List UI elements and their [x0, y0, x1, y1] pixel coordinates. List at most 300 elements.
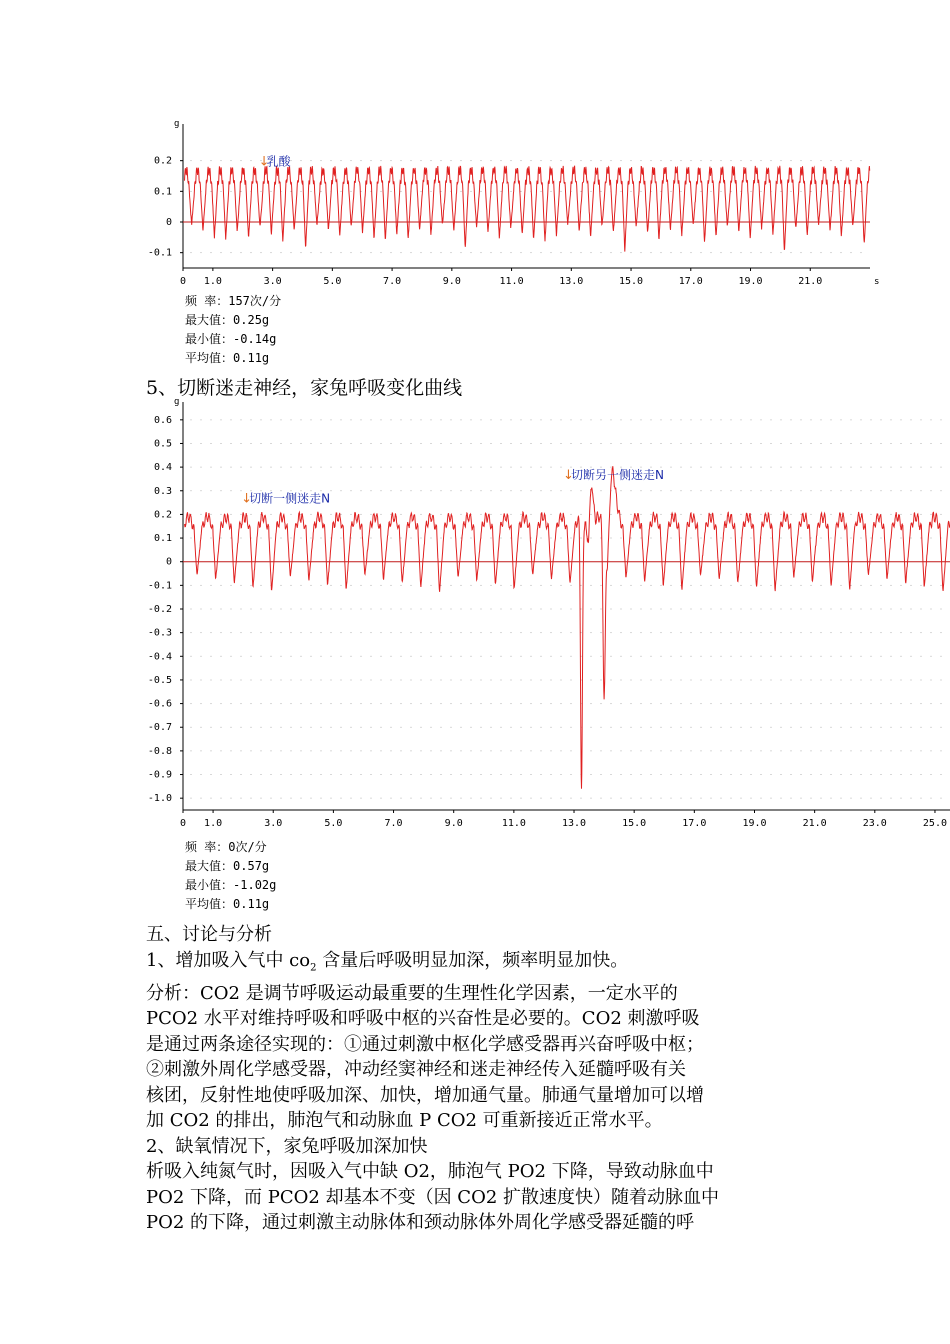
y-tick-label: -0.9 — [147, 769, 172, 781]
grid-dot — [611, 727, 612, 728]
grid-dot — [871, 703, 872, 704]
grid-dot — [601, 490, 602, 491]
y-tick-label: 0.5 — [153, 438, 172, 450]
grid-dot — [751, 750, 752, 751]
grid-dot — [481, 443, 482, 444]
grid-dot — [361, 467, 362, 468]
grid-dot — [481, 679, 482, 680]
grid-dot — [221, 467, 222, 468]
grid-dot — [291, 514, 292, 515]
grid-dot — [531, 750, 532, 751]
grid-dot — [731, 774, 732, 775]
grid-dot — [881, 798, 882, 799]
grid-dot — [761, 443, 762, 444]
grid-dot — [431, 443, 432, 444]
grid-dot — [321, 443, 322, 444]
grid-dot — [881, 727, 882, 728]
grid-dot — [691, 490, 692, 491]
grid-dot — [531, 679, 532, 680]
grid-dot — [461, 490, 462, 491]
grid-dot — [331, 632, 332, 633]
grid-dot — [561, 750, 562, 751]
grid-dot — [431, 609, 432, 610]
grid-dot — [431, 160, 432, 161]
grid-dot — [871, 609, 872, 610]
grid-dot — [521, 419, 522, 420]
grid-dot — [551, 609, 552, 610]
y-tick-label: -0.7 — [147, 722, 172, 734]
grid-dot — [481, 467, 482, 468]
grid-dot — [881, 750, 882, 751]
grid-dot — [411, 727, 412, 728]
grid-dot — [891, 632, 892, 633]
grid-dot — [891, 585, 892, 586]
analysis-line: PCO2 水平对维持呼吸和呼吸中枢的兴奋性是必要的。CO2 刺激呼吸 — [146, 1008, 700, 1030]
grid-dot — [821, 727, 822, 728]
grid-dot — [851, 538, 852, 539]
grid-dot — [201, 252, 202, 253]
grid-dot — [811, 467, 812, 468]
grid-dot — [931, 490, 932, 491]
grid-dot — [241, 750, 242, 751]
grid-dot — [831, 609, 832, 610]
grid-dot — [481, 252, 482, 253]
grid-dot — [251, 585, 252, 586]
grid-dot — [271, 727, 272, 728]
grid-dot — [291, 609, 292, 610]
grid-dot — [471, 538, 472, 539]
grid-dot — [201, 467, 202, 468]
grid-dot — [881, 419, 882, 420]
grid-dot — [791, 160, 792, 161]
grid-dot — [541, 632, 542, 633]
grid-dot — [211, 585, 212, 586]
grid-dot — [731, 490, 732, 491]
x-tick-label: 7.0 — [383, 276, 402, 287]
y-tick-label: -0.1 — [147, 580, 172, 592]
grid-dot — [531, 798, 532, 799]
grid-dot — [451, 679, 452, 680]
grid-dot — [821, 798, 822, 799]
grid-dot — [521, 727, 522, 728]
grid-dot — [801, 443, 802, 444]
item2-line: PO2 下降，而 PCO2 却基本不变（因 CO2 扩散速度快）随着动脉血中 — [146, 1186, 720, 1208]
grid-dot — [671, 419, 672, 420]
grid-dot — [881, 703, 882, 704]
grid-dot — [361, 703, 362, 704]
y-tick-label: -1.0 — [147, 793, 172, 805]
grid-dot — [511, 609, 512, 610]
grid-dot — [291, 443, 292, 444]
grid-dot — [491, 252, 492, 253]
grid-dot — [251, 467, 252, 468]
grid-dot — [851, 609, 852, 610]
grid-dot — [601, 609, 602, 610]
chart2-min: 最小值：-1.02g — [185, 878, 277, 892]
grid-dot — [751, 160, 752, 161]
grid-dot — [781, 252, 782, 253]
grid-dot — [741, 656, 742, 657]
grid-dot — [901, 538, 902, 539]
grid-dot — [901, 443, 902, 444]
grid-dot — [461, 798, 462, 799]
grid-dot — [451, 443, 452, 444]
grid-dot — [681, 798, 682, 799]
grid-dot — [491, 656, 492, 657]
grid-dot — [321, 774, 322, 775]
grid-dot — [231, 727, 232, 728]
grid-dot — [681, 679, 682, 680]
grid-dot — [411, 419, 412, 420]
grid-dot — [661, 703, 662, 704]
x-tick-label: 13.0 — [561, 818, 587, 829]
grid-dot — [341, 798, 342, 799]
grid-dot — [381, 252, 382, 253]
grid-dot — [891, 703, 892, 704]
grid-dot — [321, 191, 322, 192]
grid-dot — [531, 609, 532, 610]
y-tick-label: 0 — [165, 556, 172, 568]
grid-dot — [591, 443, 592, 444]
grid-dot — [201, 727, 202, 728]
grid-dot — [661, 609, 662, 610]
grid-dot — [461, 750, 462, 751]
grid-dot — [561, 160, 562, 161]
grid-dot — [761, 160, 762, 161]
y-unit-label: g — [174, 397, 180, 407]
grid-dot — [491, 585, 492, 586]
grid-dot — [391, 632, 392, 633]
grid-dot — [211, 679, 212, 680]
grid-dot — [411, 585, 412, 586]
grid-dot — [421, 750, 422, 751]
grid-dot — [721, 443, 722, 444]
grid-dot — [741, 774, 742, 775]
grid-dot — [861, 774, 862, 775]
x-tick-label: 21.0 — [802, 818, 827, 829]
grid-dot — [601, 252, 602, 253]
grid-dot — [351, 419, 352, 420]
grid-dot — [571, 679, 572, 680]
grid-dot — [291, 774, 292, 775]
grid-dot — [341, 538, 342, 539]
grid-dot — [451, 609, 452, 610]
grid-dot — [531, 419, 532, 420]
grid-dot — [491, 419, 492, 420]
grid-dot — [821, 750, 822, 751]
grid-dot — [381, 679, 382, 680]
grid-dot — [421, 703, 422, 704]
grid-dot — [841, 490, 842, 491]
grid-dot — [501, 798, 502, 799]
grid-dot — [941, 727, 942, 728]
x-tick-label: 13.0 — [559, 276, 584, 287]
grid-dot — [231, 252, 232, 253]
y-tick-label: -0.2 — [147, 604, 172, 615]
grid-dot — [301, 538, 302, 539]
grid-dot — [421, 490, 422, 491]
grid-dot — [711, 609, 712, 610]
grid-dot — [661, 632, 662, 633]
grid-dot — [481, 703, 482, 704]
grid-dot — [891, 679, 892, 680]
grid-dot — [751, 538, 752, 539]
grid-dot — [621, 703, 622, 704]
grid-dot — [621, 609, 622, 610]
grid-dot — [921, 585, 922, 586]
grid-dot — [311, 798, 312, 799]
grid-dot — [461, 632, 462, 633]
grid-dot — [881, 632, 882, 633]
grid-dot — [931, 632, 932, 633]
grid-dot — [701, 609, 702, 610]
x-tick-label: 21.0 — [798, 276, 823, 287]
grid-dot — [321, 252, 322, 253]
grid-dot — [311, 774, 312, 775]
grid-dot — [361, 419, 362, 420]
grid-dot — [821, 774, 822, 775]
grid-dot — [501, 490, 502, 491]
grid-dot — [681, 467, 682, 468]
grid-dot — [501, 443, 502, 444]
grid-dot — [541, 774, 542, 775]
grid-dot — [501, 703, 502, 704]
grid-dot — [911, 774, 912, 775]
grid-dot — [381, 703, 382, 704]
grid-dot — [891, 514, 892, 515]
grid-dot — [691, 467, 692, 468]
grid-dot — [931, 727, 932, 728]
grid-dot — [731, 727, 732, 728]
grid-dot — [671, 774, 672, 775]
grid-dot — [381, 443, 382, 444]
grid-dot — [931, 774, 932, 775]
grid-dot — [291, 585, 292, 586]
grid-dot — [721, 191, 722, 192]
grid-dot — [751, 798, 752, 799]
grid-dot — [631, 656, 632, 657]
grid-dot — [451, 538, 452, 539]
grid-dot — [651, 490, 652, 491]
grid-dot — [361, 538, 362, 539]
grid-dot — [941, 632, 942, 633]
grid-dot — [581, 419, 582, 420]
grid-dot — [391, 419, 392, 420]
grid-dot — [801, 703, 802, 704]
grid-dot — [761, 703, 762, 704]
x-tick-label: 23.0 — [862, 818, 887, 829]
grid-dot — [611, 609, 612, 610]
grid-dot — [721, 632, 722, 633]
grid-dot — [531, 514, 532, 515]
grid-dot — [721, 679, 722, 680]
grid-dot — [621, 750, 622, 751]
grid-dot — [301, 609, 302, 610]
grid-dot — [391, 160, 392, 161]
grid-dot — [651, 632, 652, 633]
x-tick-label: 5.0 — [323, 276, 342, 287]
grid-dot — [231, 679, 232, 680]
grid-dot — [701, 750, 702, 751]
grid-dot — [481, 798, 482, 799]
grid-dot — [921, 798, 922, 799]
grid-dot — [891, 467, 892, 468]
grid-dot — [581, 538, 582, 539]
grid-dot — [221, 656, 222, 657]
grid-dot — [391, 514, 392, 515]
grid-dot — [481, 750, 482, 751]
grid-dot — [891, 656, 892, 657]
grid-dot — [361, 443, 362, 444]
grid-dot — [831, 252, 832, 253]
grid-dot — [911, 467, 912, 468]
grid-dot — [941, 419, 942, 420]
grid-dot — [561, 656, 562, 657]
grid-dot — [911, 538, 912, 539]
grid-dot — [811, 443, 812, 444]
grid-dot — [491, 727, 492, 728]
grid-dot — [601, 679, 602, 680]
grid-dot — [631, 750, 632, 751]
grid-dot — [521, 443, 522, 444]
grid-dot — [511, 632, 512, 633]
grid-dot — [271, 419, 272, 420]
grid-dot — [651, 727, 652, 728]
grid-dot — [671, 727, 672, 728]
chart1-max: 最大值：0.25g — [185, 313, 270, 327]
grid-dot — [251, 443, 252, 444]
grid-dot — [651, 252, 652, 253]
grid-dot — [801, 750, 802, 751]
grid-dot — [271, 467, 272, 468]
grid-dot — [511, 160, 512, 161]
x-tick-label: 19.0 — [742, 818, 767, 829]
grid-dot — [301, 467, 302, 468]
grid-dot — [611, 656, 612, 657]
grid-dot — [291, 632, 292, 633]
grid-dot — [261, 656, 262, 657]
grid-dot — [891, 798, 892, 799]
grid-dot — [371, 467, 372, 468]
grid-dot — [501, 774, 502, 775]
grid-dot — [241, 443, 242, 444]
grid-dot — [431, 514, 432, 515]
grid-dot — [521, 798, 522, 799]
grid-dot — [411, 467, 412, 468]
grid-dot — [701, 632, 702, 633]
grid-dot — [631, 514, 632, 515]
grid-dot — [371, 514, 372, 515]
grid-dot — [811, 514, 812, 515]
grid-dot — [211, 632, 212, 633]
grid-dot — [571, 538, 572, 539]
grid-dot — [411, 160, 412, 161]
grid-dot — [251, 160, 252, 161]
grid-dot — [361, 656, 362, 657]
grid-dot — [891, 727, 892, 728]
grid-dot — [711, 490, 712, 491]
grid-dot — [351, 632, 352, 633]
grid-dot — [611, 585, 612, 586]
grid-dot — [771, 703, 772, 704]
grid-dot — [631, 585, 632, 586]
grid-dot — [611, 632, 612, 633]
x-tick-label: 15.0 — [622, 818, 647, 829]
grid-dot — [221, 798, 222, 799]
grid-dot — [191, 490, 192, 491]
grid-dot — [261, 467, 262, 468]
grid-dot — [451, 632, 452, 633]
grid-dot — [771, 252, 772, 253]
grid-dot — [391, 443, 392, 444]
grid-dot — [561, 191, 562, 192]
grid-dot — [671, 609, 672, 610]
analysis-line: 加 CO2 的排出，肺泡气和动脉血 P CO2 可重新接近正常水平。 — [146, 1110, 663, 1132]
grid-dot — [191, 419, 192, 420]
section-heading: 五、讨论与分析 — [146, 924, 272, 945]
grid-dot — [801, 191, 802, 192]
grid-dot — [491, 443, 492, 444]
grid-dot — [771, 490, 772, 491]
grid-dot — [191, 609, 192, 610]
grid-dot — [561, 727, 562, 728]
grid-dot — [301, 160, 302, 161]
grid-dot — [821, 585, 822, 586]
grid-dot — [491, 798, 492, 799]
grid-dot — [751, 443, 752, 444]
grid-dot — [441, 419, 442, 420]
grid-dot — [781, 191, 782, 192]
grid-dot — [941, 490, 942, 491]
grid-dot — [581, 490, 582, 491]
grid-dot — [231, 160, 232, 161]
grid-dot — [611, 538, 612, 539]
grid-dot — [221, 585, 222, 586]
grid-dot — [941, 443, 942, 444]
grid-dot — [251, 609, 252, 610]
grid-dot — [491, 750, 492, 751]
y-tick-label: 0.3 — [153, 485, 172, 497]
grid-dot — [941, 679, 942, 680]
grid-dot — [401, 727, 402, 728]
grid-dot — [721, 252, 722, 253]
y-tick-label: 0.6 — [153, 414, 172, 426]
x-tick-label: 15.0 — [618, 276, 644, 287]
grid-dot — [861, 585, 862, 586]
grid-dot — [261, 703, 262, 704]
grid-dot — [471, 632, 472, 633]
grid-dot — [231, 490, 232, 491]
grid-dot — [941, 774, 942, 775]
grid-dot — [871, 538, 872, 539]
grid-dot — [501, 727, 502, 728]
grid-dot — [451, 656, 452, 657]
grid-dot — [721, 467, 722, 468]
grid-dot — [781, 419, 782, 420]
grid-dot — [331, 656, 332, 657]
grid-dot — [741, 703, 742, 704]
grid-dot — [421, 538, 422, 539]
grid-dot — [401, 703, 402, 704]
grid-dot — [571, 490, 572, 491]
grid-dot — [731, 703, 732, 704]
grid-dot — [311, 514, 312, 515]
grid-dot — [431, 727, 432, 728]
grid-dot — [311, 467, 312, 468]
grid-dot — [581, 609, 582, 610]
grid-dot — [751, 609, 752, 610]
grid-dot — [731, 160, 732, 161]
